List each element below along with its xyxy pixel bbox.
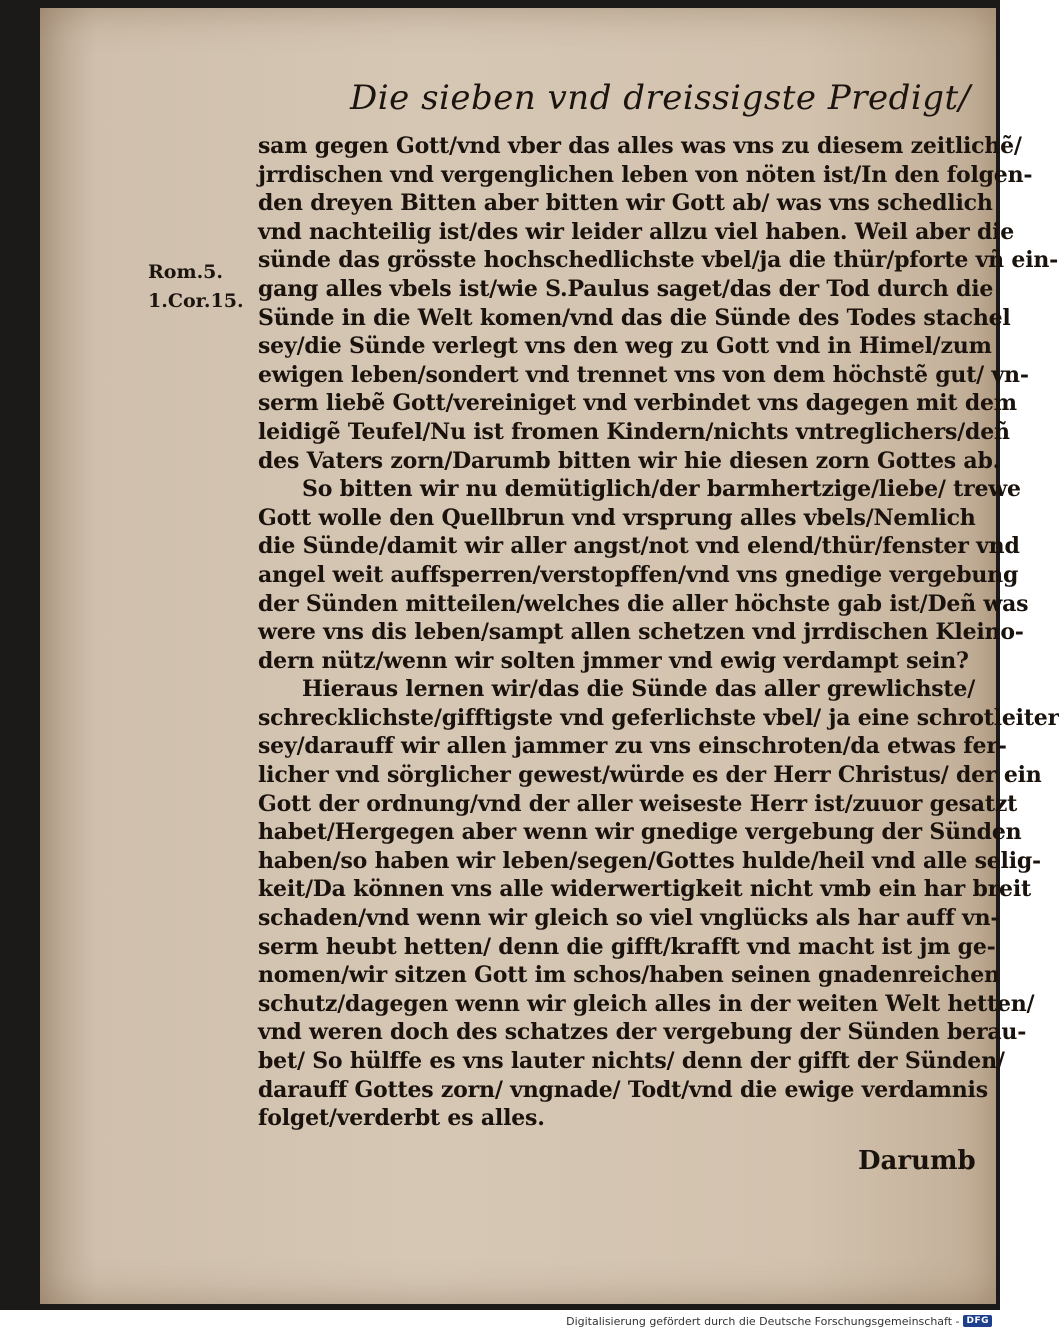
text-line: sam gegen Gott/vnd vber das alles was vns zu diesem zeitlichẽ/ [258,133,1022,159]
text-line: serm liebẽ Gott/vereiniget vnd verbindet vns dagegen mit dem [258,390,1017,417]
text-line: schutz/dagegen wenn wir gleich alles in der weiten Welt hetten/ [258,990,1035,1017]
text-line: Hieraus lernen wir/das die Sünde das aller grewlichste/ [302,676,976,703]
dfg-logo: DFG [963,1315,992,1327]
text-line: sey/darauff wir allen jammer zu vns einschroten/da etwas fer- [258,733,1007,760]
text-line: jrrdischen vnd vergenglichen leben von nöten ist/In den folgen- [258,161,1033,188]
margin-note-cor: 1.Cor.15. [148,290,244,312]
book-page [40,8,1059,1304]
text-line: gang alles vbels ist/wie S.Paulus saget/das der Tod durch die [258,275,994,302]
text-line: den dreyen Bitten aber bitten wir Gott ab/ was vns schedlich [258,190,993,217]
text-line: des Vaters zorn/Darumb bitten wir hie diesen zorn Gottes ab. [258,447,1001,474]
text-line: vnd weren doch des schatzes der vergebung der Sünden berau- [258,1019,1027,1046]
margin-note-rom: Rom.5. [148,261,224,283]
text-line: schrecklichste/gifftigste vnd geferlichste vbel/ ja eine schrotleiter [258,704,1059,731]
text-line: bet/ So hülffe es vns lauter nichts/ denn der gifft der Sünden/ [258,1048,1005,1074]
text-line: dern nütz/wenn wir solten jmmer vnd ewig verdampt sein? [258,647,969,674]
text-line: darauff Gottes zorn/ vngnade/ Todt/vnd die ewige verdamnis [258,1076,988,1103]
text-line: leidigẽ Teufel/Nu ist fromen Kindern/nichts vntreglichers/deñ [258,418,1010,445]
text-line: habet/Hergegen aber wenn wir gnedige vergebung der Sünden [258,819,1022,846]
text-line: vnd nachteilig ist/des wir leider allzu viel haben. Weil aber die [258,218,1015,245]
text-line: ewigen leben/sondert vnd trennet vns von dem höchstẽ gut/ vn- [258,361,1029,388]
footer-text: Digitalisierung gefördert durch die Deutsche Forschungsgemeinschaft - [566,1314,960,1328]
text-line: serm heubt hetten/ denn die gifft/krafft vnd macht ist jm ge- [258,933,996,960]
page-heading: Die sieben vnd dreissigste Predigt/ [350,78,971,118]
text-line: Gott der ordnung/vnd der aller weiseste Herr ist/zuuor gesatzt [258,790,1018,817]
text-line: sünde das grösste hochschedlichste vbel/ja die thür/pforte vñ ein- [258,247,1059,274]
text-line: der Sünden mitteilen/welches die aller höchste gab ist/Deñ was [258,590,1029,617]
text-line: So bitten wir nu demütiglich/der barmhertzige/liebe/ trewe [302,476,1021,503]
text-line: sey/die Sünde verlegt vns den weg zu Gott vnd in Himel/zum [258,333,992,360]
text-line: haben/so haben wir leben/segen/Gottes hulde/heil vnd alle selig- [258,847,1041,874]
text-line: licher vnd sörglicher gewest/würde es der Herr Christus/ der ein [258,762,1042,789]
margin-notes [148,258,248,316]
text-line: angel weit auffsperren/verstopffen/vnd vns gnedige vergebung [258,561,1019,588]
text-line: keit/Da können vns alle widerwertigkeit nicht vmb ein har breit [258,876,1031,903]
body-text [258,132,1059,1133]
footer-credit [566,1313,992,1329]
text-line: schaden/vnd wenn wir gleich so viel vnglücks als har auff vn- [258,905,1000,932]
text-line: folget/verderbt es alles. [258,1105,545,1132]
text-line: Gott wolle den Quellbrun vnd vrsprung alles vbels/Nemlich [258,504,976,531]
text-line: nomen/wir sitzen Gott im schos/haben seinen gnadenreichen [258,962,1000,989]
text-line: die Sünde/damit wir aller angst/not vnd elend/thür/fenster vnd [258,533,1020,560]
catchword: Darumb [858,1146,976,1176]
text-line: Sünde in die Welt komen/vnd das die Sünde des Todes stachel [258,304,1011,331]
text-line: were vns dis leben/sampt allen schetzen vnd jrrdischen Kleino- [258,619,1024,646]
